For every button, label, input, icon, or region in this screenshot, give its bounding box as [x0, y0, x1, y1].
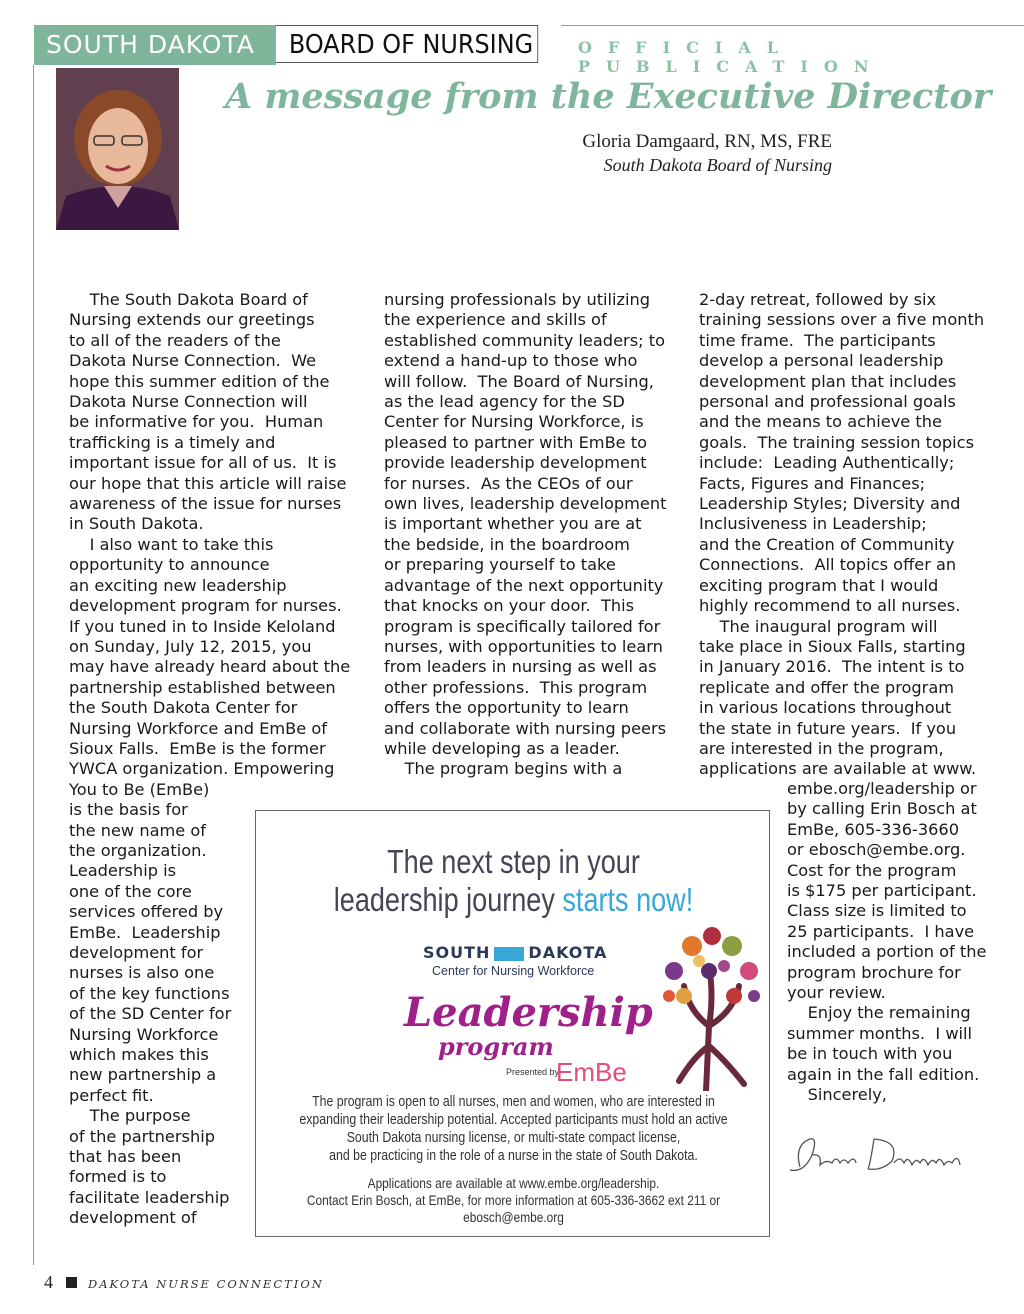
leadership-program-ad — [255, 810, 770, 1237]
ad-body-text — [295, 1093, 733, 1165]
ad-sd-logo — [423, 943, 607, 962]
header-official-publication: OFFICIAL PUBLICATION — [578, 38, 885, 76]
handwritten-signature — [782, 1125, 982, 1185]
ad-body-line: South Dakota nursing license, or multi-state compact license, — [346, 1130, 681, 1146]
ad-headline-line-2 — [302, 881, 724, 919]
ad-body-line: and be practicing in the role of a nurse in the state of South Dakota. — [329, 1148, 698, 1164]
left-margin-rule — [33, 65, 34, 1265]
ad-headline-line-1: The next step in your — [387, 843, 640, 880]
ad-embe-logo: EmBe — [556, 1057, 627, 1087]
body-column-1: The South Dakota Board of Nursing extends our greetings to all of the readers of the Dakota Nurse Connection. We hope this summer edition of the Dakota Nurse Connection will be informative for you. Human trafficking is a timely and important issue for all of us. It is our hope that this article will raise awareness of the issue for nurses in South Dakota. I also want to take this opportunity to announce an exciting new leadership development program for nurses. If you tuned in to Inside Keloland on Sunday, July 12, 2015, you may have already heard about the partnership established between the South Dakota Center for Nursing Workforce and EmBe of Sioux Falls. EmBe is the former YWCA organization. Empowering You to Be (EmBe) is the basis for the new name of the organization. Leadership is one of the core services offered by EmBe. Leadership development for nurses is also one of the key functions of the SD Center for Nursing Workforce which makes this new partnership a perfect fit. The purpose of the partnership that has been formed is to facilitate leadership development of — [69, 290, 351, 1228]
ad-apps-line: Contact Erin Bosch, at EmBe, for more information at 605-336-3662 ext 211 or ebosch@embe.org — [306, 1192, 721, 1225]
ad-sd-left: SOUTH — [423, 943, 491, 962]
footer-publication-name: DAKOTA NURSE CONNECTION — [88, 1277, 324, 1291]
header-rule — [561, 25, 1024, 26]
header-board-name: BOARD OF NURSING — [276, 25, 538, 63]
ad-applications-text — [295, 1175, 733, 1226]
ad-body-line: The program is open to all nurses, men and women, who are interested in — [312, 1094, 715, 1110]
ad-headline-starts-now: starts now! — [562, 881, 694, 918]
ad-center-name: Center for Nursing Workforce — [432, 964, 595, 978]
body-column-2: nursing professionals by utilizing the experience and skills of established community leaders; to extend a hand-up to those who will follow. The Board of Nursing, as the lead agency for the SD Center for Nursing Workforce, is pleased to partner with EmBe to provide leadership development for nurses. As the CEOs of our own lives, leadership development is important whether you are at the bedside, in the boardroom or preparing yourself to take advantage of the next opportunity that knocks on your door. This program is specifically tailored for nurses, with opportunities to learn from leaders in nursing as well as other professions. This program offers the opportunity to learn and collaborate with nursing peers while developing as a leader. The program begins with a — [384, 290, 667, 779]
page-number: 4 — [44, 1272, 53, 1292]
body-column-3-continued: embe.org/leadership or by calling Erin Bosch at EmBe, 605-336-3660 or ebosch@embe.org. Cost for the program is $175 per participant. Class size is limited to 25 participants. I have included a portion of the program brochure for your review. Enjoy the remaining summer months. I will be in touch with you again in the fall edition. Sincerely, — [787, 779, 987, 1105]
south-dakota-map-icon — [494, 947, 524, 961]
article-author: Gloria Damgaard, RN, MS, FRE — [582, 131, 832, 152]
tree-illustration-icon — [654, 916, 764, 1091]
author-photo — [56, 68, 179, 230]
ad-headline-leadership-journey: leadership journey — [333, 881, 563, 918]
article-title: A message from the Executive Director — [225, 76, 992, 117]
body-column-3: 2-day retreat, followed by six training sessions over a five month time frame. The participants develop a personal leadership development plan that includes personal and professional goals and the means to achieve the goals. The training session topics include: Leading Authentically; Facts, Figures and Finances; Leadership Styles; Diversity and Inclusiveness in Leadership; and the Creation of Community Connections. All topics offer an exciting program that I would highly recommend to all nurses. The inaugural program will take place in Sioux Falls, starting in January 2016. The intent is to replicate and offer the program in various locations throughout the state in future years. If you are interested in the program, applications are available at www. — [699, 290, 985, 779]
ad-program-word: program — [438, 1032, 554, 1061]
ad-presented-by: Presented by — [506, 1067, 560, 1077]
ad-body-line: expanding their leadership potential. Accepted participants must hold an active — [299, 1112, 728, 1128]
ad-sd-right: DAKOTA — [528, 943, 608, 962]
header-state-banner: SOUTH DAKOTA — [34, 25, 276, 65]
ad-leadership-word: Leadership — [404, 989, 653, 1036]
ad-apps-line: Applications are available at www.embe.org/leadership. — [367, 1175, 660, 1191]
footer-square-bullet — [66, 1277, 77, 1288]
article-affiliation: South Dakota Board of Nursing — [603, 155, 832, 175]
